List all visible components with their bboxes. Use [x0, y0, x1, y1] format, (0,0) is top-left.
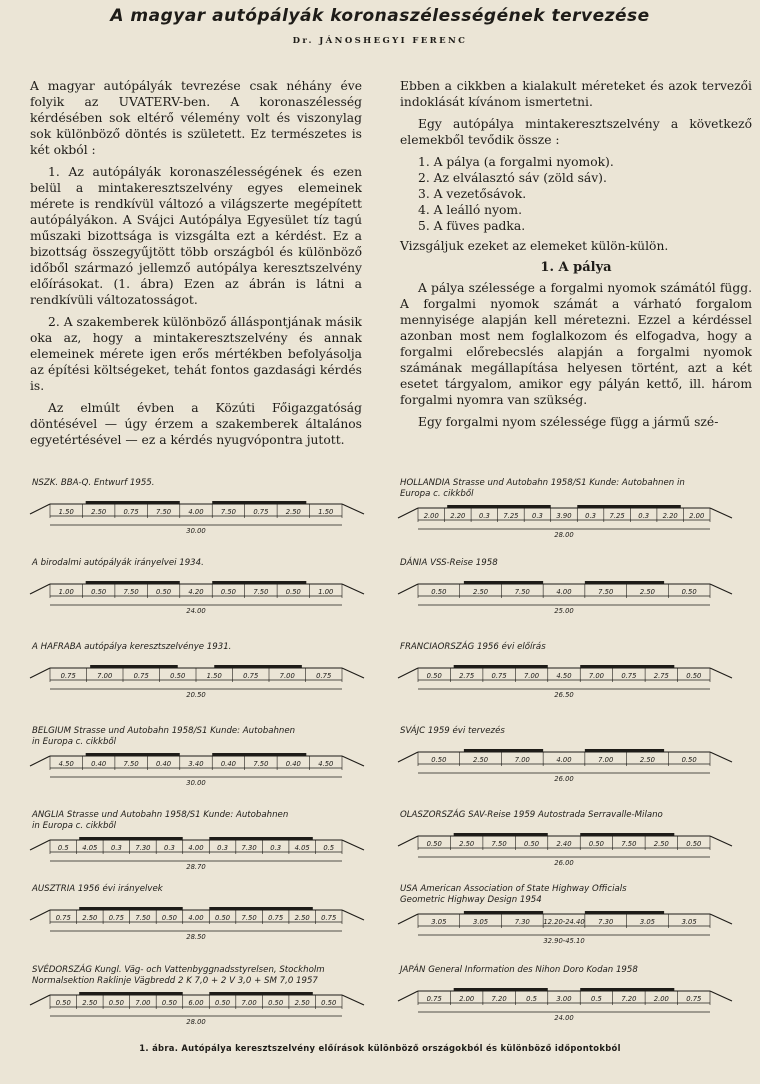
dimension-label: 4.00	[556, 756, 572, 764]
cross-section-panel	[392, 810, 737, 890]
embankment-slope	[30, 910, 50, 920]
dimension-label: 3.05	[473, 918, 489, 926]
dimension-label: 0.75	[316, 672, 332, 680]
panel-title: SVÁJC 1959 évi tervezés	[400, 726, 505, 736]
dimension-label: 1.00	[318, 588, 334, 596]
cross-section-drawing	[392, 558, 737, 638]
dimension-label: 0.3	[478, 512, 490, 520]
cross-section-drawing	[24, 965, 369, 1045]
carriageway	[585, 581, 664, 584]
cross-section-panel	[392, 884, 737, 964]
dimension-label: 2.75	[653, 672, 669, 680]
dimension-label: 0.40	[285, 760, 301, 768]
embankment-slope	[398, 991, 418, 1001]
dimension-label: 7.50	[598, 588, 614, 596]
dimension-label: 7.50	[253, 588, 269, 596]
embankment-slope	[710, 914, 732, 924]
embankment-slope	[710, 836, 732, 846]
embankment-slope	[398, 836, 418, 846]
total-width-label: 28.50	[186, 933, 206, 941]
dimension-label: 0.50	[108, 999, 124, 1007]
dimension-label: 7.30	[135, 844, 151, 852]
panel-title: SVÉDORSZÁG Kungl. Väg- och Vattenbyggnadsstyrelsen, Stockholm Normalsektion Raklinje Vägbredd 2 K 7,0 + 2 V 3,0 + SM 7,0 1957	[32, 965, 325, 986]
dimension-label: 0.50	[268, 999, 284, 1007]
dimension-label: 7.50	[241, 914, 257, 922]
total-width-label: 24.00	[554, 1014, 574, 1022]
dimension-label: 4.50	[556, 672, 572, 680]
dimension-label: 4.05	[82, 844, 98, 852]
dimension-label: 0.50	[91, 588, 107, 596]
dimension-label: 0.75	[108, 914, 124, 922]
dimension-label: 0.75	[491, 672, 507, 680]
embankment-slope	[342, 584, 364, 594]
section-heading: 1. A pálya	[540, 260, 612, 275]
dimension-label: 0.50	[321, 999, 337, 1007]
carriageway	[447, 505, 551, 508]
carriageway	[464, 911, 543, 914]
dimension-label: 0.50	[220, 588, 237, 596]
embankment-slope	[342, 995, 364, 1005]
dimension-label: 0.50	[161, 999, 178, 1007]
cross-section-drawing	[392, 478, 737, 558]
dimension-label: 1.50	[206, 672, 222, 680]
carriageway	[209, 907, 313, 910]
dimension-label: 2.00	[653, 995, 669, 1003]
dimension-label: 0.3	[638, 512, 650, 520]
dimension-label: 0.5	[57, 844, 69, 852]
total-width-label: 20.50	[186, 691, 206, 699]
dimension-label: 2.50	[473, 588, 489, 596]
dimension-label: 7.50	[253, 760, 269, 768]
total-width-label: 26.00	[554, 775, 574, 783]
dimension-label: 4.50	[318, 760, 334, 768]
dimension-label: 2.50	[294, 999, 310, 1007]
dimension-label: 7.00	[523, 672, 540, 680]
carriageway	[79, 907, 183, 910]
embankment-slope	[30, 840, 50, 850]
cross-section-drawing	[24, 478, 369, 558]
dimension-label: 12.20-24.40	[543, 918, 585, 926]
dimension-label: 7.00	[279, 672, 295, 680]
panel-title: USA American Association of State Highway Officials Geometric Highway Design 1954	[400, 884, 627, 905]
dimension-label: 0.75	[60, 672, 76, 680]
dimension-label: 0.5	[591, 995, 602, 1003]
cross-section-drawing	[392, 965, 737, 1045]
dimension-label: 0.75	[243, 672, 259, 680]
list-item: 1. A pálya (a forgalmi nyomok).	[418, 155, 614, 169]
carriageway	[577, 505, 681, 508]
carriageway	[86, 581, 180, 584]
carriageway	[214, 665, 302, 668]
carriageway	[212, 581, 306, 584]
list-item: 2. Az elválasztó sáv (zöld sáv).	[418, 171, 607, 185]
dimension-label: 7.20	[491, 995, 507, 1003]
cross-section-drawing	[392, 810, 737, 890]
panel-title: DÁNIA VSS-Reise 1958	[400, 558, 498, 568]
dimension-label: 3.40	[188, 760, 204, 768]
embankment-slope	[710, 584, 732, 594]
dimension-label: 7.50	[123, 588, 139, 596]
dimension-label: 7.30	[514, 918, 530, 926]
carriageway	[209, 992, 313, 995]
embankment-slope	[710, 752, 732, 762]
dimension-label: 2.00	[423, 512, 439, 520]
carriageway	[90, 665, 178, 668]
dimension-label: 0.5	[526, 995, 537, 1003]
total-width-label: 25.00	[554, 607, 574, 615]
dimension-label: 0.75	[55, 914, 71, 922]
dimension-label: 4.00	[188, 844, 204, 852]
dimension-label: 0.75	[426, 995, 442, 1003]
paragraph-decision: Az elmúlt évben a Közúti Főigazgatóság döntésével — úgy érzem a szakemberek általános egyetértésével — ez a kérdés nyugvópontra jutott.	[30, 401, 362, 447]
embankment-slope	[342, 910, 364, 920]
dimension-label: 7.00	[241, 999, 257, 1007]
carriageway	[79, 992, 183, 995]
carriageway	[212, 753, 306, 756]
panel-title: FRANCIAORSZÁG 1956 évi előírás	[400, 642, 546, 652]
dimension-label: 3.05	[431, 918, 447, 926]
dimension-label: 7.30	[241, 844, 257, 852]
dimension-label: 4.20	[188, 588, 204, 596]
dimension-label: 0.75	[123, 508, 139, 516]
dimension-label: 7.20	[621, 995, 637, 1003]
cross-section-panel	[24, 965, 369, 1045]
left-column	[30, 78, 362, 454]
dimension-label: 0.50	[681, 756, 697, 764]
panel-title: JAPÁN General Information des Nihon Doro Kodan 1958	[400, 965, 638, 975]
cross-section-drawing	[392, 884, 737, 964]
cross-section-drawing	[392, 726, 737, 806]
dimension-label: 7.25	[609, 512, 625, 520]
embankment-slope	[30, 995, 50, 1005]
dimension-label: 0.50	[686, 672, 702, 680]
embankment-slope	[342, 668, 364, 678]
paragraph-elements-intro: Egy autópálya mintakeresztszelvény a következő elemekből tevődik össze :	[400, 117, 752, 147]
right-column	[400, 78, 752, 436]
carriageway	[585, 911, 664, 914]
embankment-slope	[342, 504, 364, 514]
dimension-label: 2.50	[285, 508, 301, 516]
carriageway	[86, 501, 180, 504]
paragraph-intro: A magyar autópályák tevrezése csak néhány éve folyik az UVATERV-ben. A koronaszélesség kérdésében sok eltérő vélemény volt és viszonylag sok különböző döntés is született. Ez természetes is két okból :	[30, 79, 362, 157]
dimension-label: 7.50	[621, 840, 637, 848]
dimension-label: 0.3	[164, 844, 175, 852]
figure-caption: 1. ábra. Autópálya keresztszelvény előírások különböző országokból és különböző időpontokból	[139, 1043, 621, 1053]
paragraph-purpose: Ebben a cikkben a kialakult méreteket és azok tervezői indoklását kívánom ismertetni.	[400, 79, 752, 109]
dimension-label: 2.50	[91, 508, 107, 516]
paragraph-reason-1: 1. Az autópályák koronaszélességének és ezen belül a mintakeresztszelvény egyes elemeinek mérete is rendkívül változó a világszerte megépített autópályákon. A Svájci Autópálya Egyesület tíz tagú műszaki bizottsága is vizsgálta ezt a kérdést. Ez a bizottság összegyűjtött több országból és különböző időből származó jellemző autópálya keresztszelvény előírásokat. (1. ábra) Ezen az ábrán is látni a rendkívüli változatosságot.	[30, 165, 362, 307]
cross-section-panel	[24, 810, 369, 890]
panel-title: A HAFRABA autópálya keresztszelvénye 1931.	[32, 642, 232, 652]
dimension-label: 0.50	[681, 588, 697, 596]
dimension-label: 3.05	[681, 918, 697, 926]
article-author: Dr. JÁNOSHEGYI FERENC	[292, 36, 468, 46]
dimension-label: 7.00	[588, 672, 605, 680]
panel-title: A birodalmi autópályák irányelvei 1934.	[32, 558, 204, 568]
dimension-label: 2.20	[450, 512, 466, 520]
total-width-label: 28.00	[554, 531, 574, 539]
dimension-label: 4.00	[188, 508, 204, 516]
carriageway	[86, 753, 180, 756]
paragraph-examine: Vizsgáljuk ezeket az elemeket külön-külön.	[400, 239, 669, 253]
dimension-label: 2.00	[689, 512, 705, 520]
cross-section-panel	[24, 642, 369, 722]
dimension-label: 2.50	[459, 840, 475, 848]
dimension-label: 2.75	[459, 672, 475, 680]
carriageway	[454, 665, 548, 668]
dimension-label: 7.00	[97, 672, 113, 680]
carriageway	[79, 837, 183, 840]
paragraph-reason-2: 2. A szakemberek különböző álláspontjának másik oka az, hogy a mintakeresztszelvény és annak elemeinek mérete igen erős mértékben befolyásolja az építési költségeket, tehát fontos gazdasági kérdés is.	[30, 315, 362, 393]
dimension-label: 0.75	[621, 672, 637, 680]
dimension-label: 0.40	[220, 760, 237, 768]
dimension-label: 0.3	[585, 512, 596, 520]
cross-section-drawing	[24, 642, 369, 722]
dimension-label: 6.00	[188, 999, 204, 1007]
dimension-label: 0.3	[532, 512, 543, 520]
total-width-label: 28.70	[186, 863, 206, 871]
cross-section-panel	[392, 478, 737, 558]
dimension-label: 2.50	[82, 999, 98, 1007]
dimension-label: 7.50	[514, 588, 530, 596]
cross-section-panel	[24, 558, 369, 638]
dimension-label: 0.50	[285, 588, 301, 596]
panel-title: ANGLIA Strasse und Autobahn 1958/S1 Kunde: Autobahnen in Europa c. cikkből	[32, 810, 289, 831]
carriageway	[464, 581, 543, 584]
dimension-label: 0.50	[431, 756, 447, 764]
dimension-label: 0.50	[523, 840, 540, 848]
paragraph-lane-width: Egy forgalmi nyom szélessége függ a jármű szé-	[418, 415, 719, 429]
dimension-label: 2.50	[653, 840, 669, 848]
dimension-label: 2.00	[459, 995, 475, 1003]
dimension-label: 0.3	[110, 844, 122, 852]
embankment-slope	[710, 991, 732, 1001]
dimension-label: 7.25	[503, 512, 519, 520]
dimension-label: 7.50	[135, 914, 151, 922]
embankment-slope	[342, 756, 364, 766]
total-width-label: 24.00	[186, 607, 206, 615]
embankment-slope	[710, 508, 732, 518]
cross-section-panel	[392, 558, 737, 638]
dimension-label: 4.00	[556, 588, 572, 596]
dimension-label: 0.50	[431, 588, 447, 596]
article-title: A magyar autópályák koronaszélességének tervezése	[110, 6, 650, 26]
dimension-label: 3.90	[556, 512, 572, 520]
panel-title: AUSZTRIA 1956 évi irányelvek	[32, 884, 163, 894]
dimension-label: 0.50	[161, 914, 178, 922]
dimension-label: 1.50	[58, 508, 74, 516]
embankment-slope	[398, 668, 418, 678]
cross-section-panel	[392, 965, 737, 1045]
dimension-label: 7.50	[123, 760, 139, 768]
cross-section-panel	[24, 884, 369, 964]
dimension-label: 0.75	[253, 508, 269, 516]
panel-title: OLASZORSZÁG SAV-Reise 1959 Autostrada Serravalle-Milano	[400, 810, 663, 820]
dimension-label: 3.05	[639, 918, 655, 926]
dimension-label: 2.50	[473, 756, 489, 764]
carriageway	[464, 749, 543, 752]
dimension-label: 3.00	[556, 995, 572, 1003]
dimension-label: 0.50	[214, 999, 231, 1007]
embankment-slope	[398, 584, 418, 594]
cross-section-drawing	[24, 810, 369, 890]
cross-section-panel	[24, 726, 369, 806]
embankment-slope	[30, 668, 50, 678]
carriageway	[585, 749, 664, 752]
dimension-label: 0.75	[686, 995, 702, 1003]
carriageway	[580, 833, 674, 836]
dimension-label: 0.50	[214, 914, 231, 922]
cross-section-panel	[392, 726, 737, 806]
dimension-label: 2.50	[82, 914, 98, 922]
total-width-label: 28.00	[186, 1018, 206, 1026]
carriageway	[212, 501, 306, 504]
embankment-slope	[30, 756, 50, 766]
dimension-label: 2.50	[639, 588, 655, 596]
dimension-label: 0.75	[321, 914, 337, 922]
total-width-label: 32.90-45.10	[543, 937, 585, 945]
dimension-label: 4.05	[294, 844, 310, 852]
embankment-slope	[398, 508, 418, 518]
dimension-label: 2.50	[294, 914, 310, 922]
embankment-slope	[398, 914, 418, 924]
total-width-label: 30.00	[186, 527, 206, 535]
dimension-label: 4.50	[58, 760, 74, 768]
embankment-slope	[30, 504, 50, 514]
element-list	[418, 154, 752, 234]
list-item: 4. A leálló nyom.	[418, 203, 522, 217]
dimension-label: 1.00	[58, 588, 74, 596]
dimension-label: 0.50	[155, 588, 172, 596]
dimension-label: 0.40	[91, 760, 107, 768]
embankment-slope	[342, 840, 364, 850]
dimension-label: 7.50	[220, 508, 237, 516]
dimension-label: 0.50	[55, 999, 71, 1007]
dimension-label: 0.50	[426, 672, 442, 680]
cross-section-drawing	[392, 642, 737, 722]
dimension-label: 2.40	[556, 840, 572, 848]
carriageway	[580, 988, 674, 991]
dimension-label: 4.00	[188, 914, 204, 922]
embankment-slope	[710, 668, 732, 678]
dimension-label: 0.3	[270, 844, 282, 852]
panel-title: HOLLANDIA Strasse und Autobahn 1958/S1 Kunde: Autobahnen in Europa c. cikkből	[400, 478, 685, 499]
dimension-label: 0.50	[588, 840, 605, 848]
dimension-label: 7.30	[598, 918, 614, 926]
panel-title: BELGIUM Strasse und Autobahn 1958/S1 Kunde: Autobahnen in Europa c. cikkből	[32, 726, 296, 747]
cross-section-drawing	[24, 558, 369, 638]
dimension-label: 0.50	[170, 672, 186, 680]
dimension-label: 0.75	[268, 914, 284, 922]
embankment-slope	[398, 752, 418, 762]
list-item: 5. A füves padka.	[418, 219, 526, 233]
dimension-label: 7.00	[514, 756, 530, 764]
dimension-label: 7.00	[598, 756, 614, 764]
carriageway	[209, 837, 313, 840]
embankment-slope	[30, 584, 50, 594]
dimension-label: 1.50	[318, 508, 334, 516]
total-width-label: 30.00	[186, 779, 206, 787]
dimension-label: 7.00	[135, 999, 151, 1007]
cross-section-panel	[392, 642, 737, 722]
cross-section-drawing	[24, 726, 369, 806]
total-width-label: 26.00	[554, 859, 574, 867]
dimension-label: 7.50	[491, 840, 507, 848]
carriageway	[580, 665, 674, 668]
dimension-label: 0.40	[155, 760, 172, 768]
dimension-label: 7.50	[155, 508, 172, 516]
dimension-label: 0.50	[426, 840, 442, 848]
list-item: 3. A vezetősávok.	[418, 187, 527, 201]
panel-title: NSZK. BBA-Q. Entwurf 1955.	[32, 478, 155, 488]
paragraph-lane-count: A pálya szélessége a forgalmi nyomok számától függ. A forgalmi nyomok számát a várható forgalom mennyisége alapján kell méretezni. Ezzel a kérdéssel azonban most nem foglalkozom és elfogadva, hogy a forgalmi előrebecslés alapján a forgalmi nyomok számának megállapítása helyesen történt, azt a két esetet tárgyalom, amikor egy pályán kettő, ill. három forgalmi nyomra van szükség.	[400, 281, 752, 407]
dimension-label: 0.5	[323, 844, 335, 852]
dimension-label: 0.3	[217, 844, 228, 852]
dimension-label: 2.50	[639, 756, 655, 764]
cross-section-drawing	[24, 884, 369, 964]
dimension-label: 0.50	[686, 840, 702, 848]
dimension-label: 2.20	[662, 512, 678, 520]
carriageway	[454, 988, 548, 991]
carriageway	[454, 833, 548, 836]
total-width-label: 26.50	[554, 691, 574, 699]
dimension-label: 0.75	[133, 672, 149, 680]
cross-section-panel	[24, 478, 369, 558]
